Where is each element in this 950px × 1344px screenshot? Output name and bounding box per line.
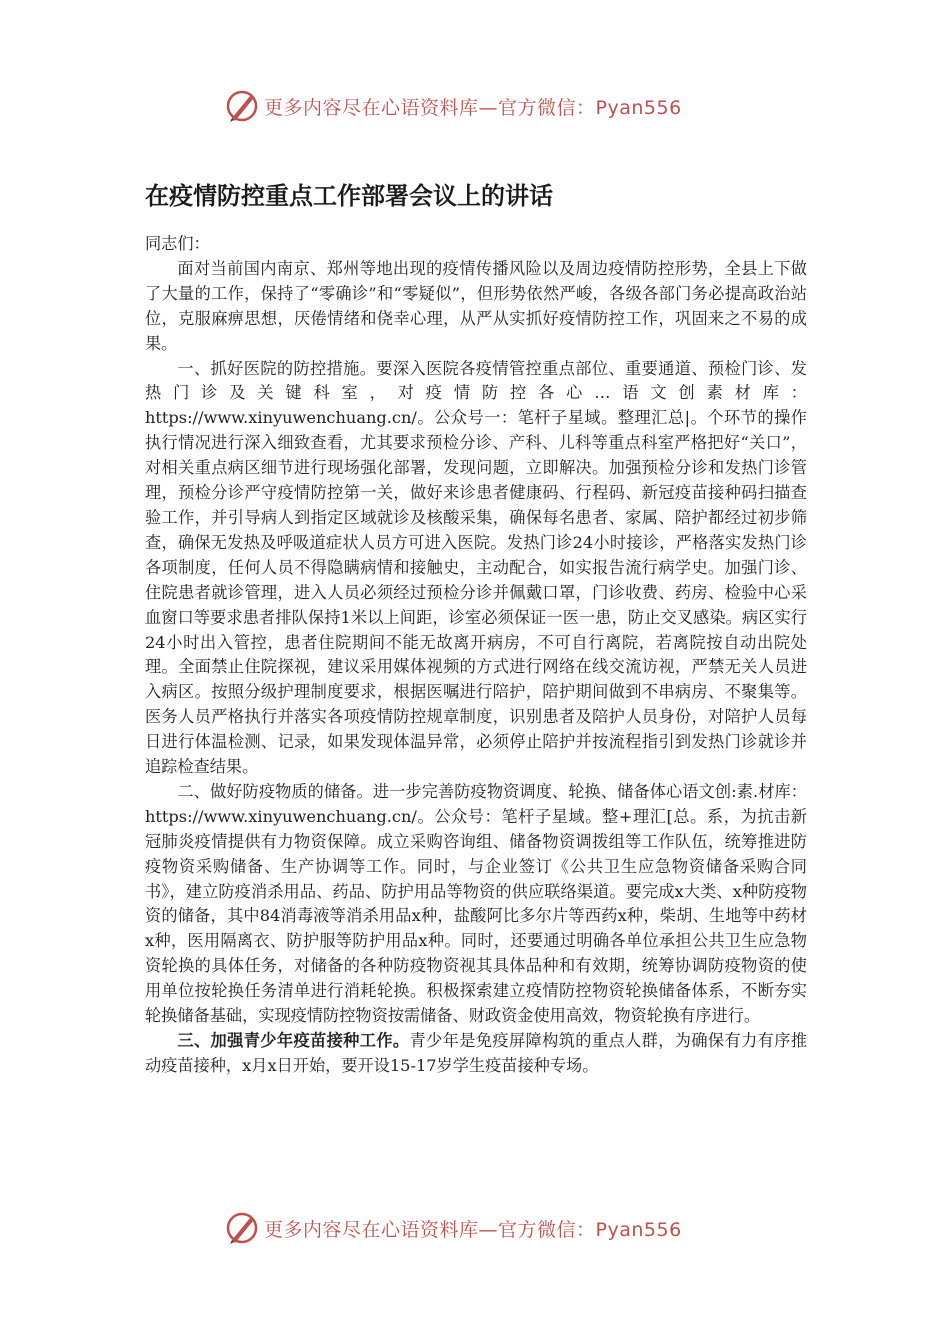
paragraph-intro: 面对当前国内南京、郑州等地出现的疫情传播风险以及周边疫情防控形势，全县上下做了大量的工作，保持了“零确诊”和“零疑似”，但形势依然严峻，各级各部门务必提高政治站位，克服麻痹思想，厌倦情绪和侥幸心理，从严从实抓好疫情防控工作，巩固来之不易的成果。 — [145, 258, 807, 353]
document-title: 在疫情防控重点工作部署会议上的讲话 — [145, 182, 553, 210]
paragraph-section-3 — [145, 1029, 807, 1079]
pen-logo-icon — [224, 88, 260, 124]
header-banner-text: 更多内容尽在心语资料库—官方微信：Pyan556 — [264, 96, 682, 119]
paragraph-section-2: 二、做好防疫物质的储备。进一步完善防疫物资调度、轮换、储备体心语文创:素.材库：https://www.xinyuwenchuang.cn/。公众号：笔杆子星域。整+理汇[总。系，为抗击新冠肺炎疫情提供有力物资保障。成立采购咨询组、储备物资调拨组等工作队伍，统筹推进防疫物资采购储备、生产协调等工作。同时，与企业签订《公共卫生应急物资储备采购合同书》，建立防疫消杀用品、药品、防护用品等物资的供应联络渠道。要完成x大类、x种防疫物资的储备，其中84消毒液等消杀用品x种，盐酸阿比多尔片等西药x种，柴胡、生地等中药材x种，医用隔离衣、防护服等防护用品x种。同时，还要通过明确各单位承担公共卫生应急物资轮换的具体任务，对储备的各种防疫物资视其具体品种和有效期，统筹协调防疫物资的使用单位按轮换任务清单进行消耗轮换。积极探索建立疫情防控物资轮换储备体系，不断夯实轮换储备基础，实现疫情防控物资按需储备、财政资金使用高效，物资轮换有序进行。 — [145, 781, 807, 1026]
header-wechat-id: Pyan556 — [595, 96, 682, 119]
section-3-heading: 三、加强青少年疫苗接种工作。 — [177, 1031, 410, 1050]
footer-wechat-id: Pyan556 — [595, 1218, 682, 1241]
footer-banner — [224, 1208, 744, 1248]
section-3-text: 青少年是免疫屏障构筑的重点人群，为确保有力有序推动疫苗接种，x月x日开始，要开设15-17岁学生疫苗接种专场。 — [145, 1031, 808, 1075]
pen-logo-icon — [224, 1210, 260, 1246]
header-banner — [224, 86, 744, 126]
document-body — [145, 232, 807, 1079]
salutation: 同志们： — [145, 234, 210, 253]
paragraph-section-1: 一、抓好医院的防控措施。要深入医院各疫情管控重点部位、重要通道、预检门诊、发热门诊及关键科室，对疫情防控各心…语文创素材库：https://www.xinyuwenchuang.cn/。公众号一：笔杆子星域。整理汇总|。个环节的操作执行情况进行深入细致查看，尤其要求预检分诊、产科、儿科等重点科室严格把好“关口”，对相关重点病区细节进行现场强化部署，发现问题，立即解决。加强预检分诊和发热门诊管理，预检分诊严守疫情防控第一关，做好来诊患者健康码、行程码、新冠疫苗接种码扫描查验工作，并引导病人到指定区域就诊及核酸采集，确保每名患者、家属、陪护都经过初步筛查，确保无发热及呼吸道症状人员方可进入医院。发热门诊24小时接诊，严格落实发热门诊各项制度，任何人员不得隐瞒病情和接触史，主动配合，如实报告流行病学史。加强门诊、住院患者就诊管理，进入人员必须经过预检分诊并佩戴口罩，门诊收费、药房、检验中心采血窗口等要求患者排队保持1米以上间距，诊室必须保证一医一患，防止交叉感染。病区实行24小时出入管控，患者住院期间不能无故离开病房，不可自行离院，若离院按自动出院处理。全面禁止住院探视，建议采用媒体视频的方式进行网络在线交流访视，严禁无关人员进入病区。按照分级护理制度要求，根据医嘱进行陪护，陪护期间做到不串病房、不聚集等。医务人员严格执行并落实各项疫情防控规章制度，识别患者及陪护人员身份，对陪护人员每日进行体温检测、记录，如果发现体温异常，必须停止陪护并按流程指引到发热门诊就诊并追踪检查结果。 — [145, 358, 807, 777]
footer-banner-text: 更多内容尽在心语资料库—官方微信：Pyan556 — [264, 1218, 682, 1241]
